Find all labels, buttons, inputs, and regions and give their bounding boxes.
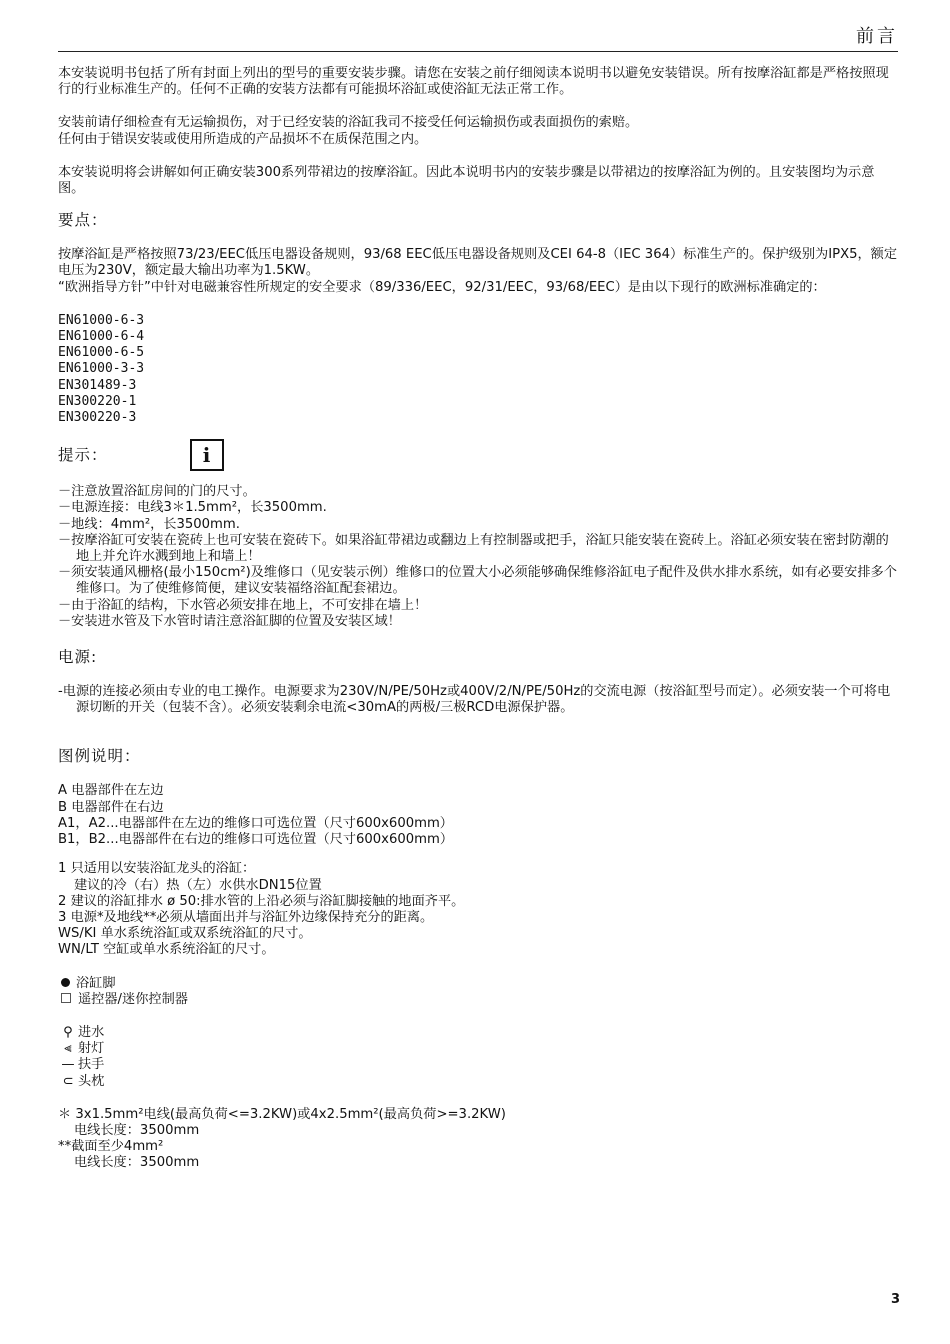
- standard-item: EN61000-6-4: [58, 329, 145, 345]
- standard-item: EN301489-3: [58, 377, 137, 393]
- info-icon: i: [190, 439, 224, 471]
- standard-item: EN61000-3-3: [58, 361, 145, 377]
- tip-item: －注意放置浴缸房间的门的尺寸。: [58, 484, 256, 500]
- standards-list: [58, 313, 898, 426]
- legend-note-2: 2 建议的浴缸排水 ø 50:排水管的上沿必须与浴缸脚接触的地面齐平。: [58, 893, 465, 909]
- key-points-heading: 要点：: [58, 211, 108, 230]
- tip-item: －须安装通风栅格(最小150cm²)及维修口（见安装示例）维修口的位置大小必须能够确保维修浴缸电子配件及供水排水系统，如有必要安排多个维修口。为了使维修简便，建议安装福络浴缸配套裙边。: [58, 565, 897, 597]
- legend-symbols-a: [58, 976, 898, 1008]
- intro-paragraph-2b: 任何由于错误安装或使用所造成的产品损坏不在质保范围之内。: [58, 131, 428, 147]
- header-divider: [58, 51, 898, 52]
- tips-list: [58, 484, 898, 630]
- intro-paragraph-1: 本安装说明书包括了所有封面上列出的型号的重要安装步骤。请您在安装之前仔细阅读本说明书以避免安装错误。所有按摩浴缸都是严格按照现行的行业标准生产的。任何不正确的安装方法都有可能损坏浴缸或使浴缸无法正常工作。: [58, 66, 889, 98]
- tip-item: －由于浴缸的结构，下水管必须安排在地上，不可安排在墙上！: [58, 597, 428, 613]
- water-inlet-icon: ⚲: [63, 1024, 73, 1040]
- legend-symbol-headrest: ⊂ 头枕: [58, 1074, 898, 1090]
- spotlight-icon: ⫷: [64, 1041, 72, 1057]
- key-points-paragraph-1: 按摩浴缸是严格按照73/23/EEC低压电器设备规则，93/68 EEC低压电器设备规则及CEI 64-8（IEC 364）标准生产的。保护级别为IPX5，额定电压为230V，额定最大输出功率为1.5KW。: [58, 247, 898, 279]
- legend-symbol-spotlight: ⫷ 射灯: [58, 1041, 898, 1057]
- standard-item: EN61000-6-5: [58, 345, 145, 361]
- cable-notes: [58, 1107, 898, 1172]
- tips-heading: 提示：: [58, 446, 108, 465]
- page-content: [58, 66, 898, 1172]
- legend-heading: 图例说明：: [58, 747, 141, 766]
- intro-paragraph-2a: 安装前请仔细检查有无运输损伤，对于已经安装的浴缸我司不接受任何运输损伤或表面损伤的索赔。: [58, 115, 639, 131]
- legend-letter-item: A1，A2...电器部件在左边的维修口可选位置（尺寸600x600mm）: [58, 815, 453, 831]
- tip-item: －安装进水管及下水管时请注意浴缸脚的位置及安装区域！: [58, 613, 401, 629]
- tips-heading-row: [58, 439, 898, 471]
- filled-dot-icon: [61, 978, 70, 987]
- legend-note-3: 3 电源*及地线**必须从墙面出并与浴缸外边缘保持充分的距离。: [58, 909, 434, 925]
- legend-note-wn: WN/LT 空缸或单水系统浴缸的尺寸。: [58, 942, 275, 958]
- tip-item: －电源连接：电线3＊1.5mm²，长3500mm.: [58, 500, 327, 516]
- headrest-icon: ⊂: [62, 1073, 74, 1089]
- legend-letter-item: B1，B2...电器部件在右边的维修口可选位置（尺寸600x600mm）: [58, 832, 454, 848]
- page-number: 3: [890, 1292, 900, 1307]
- key-points-paragraph-2: “欧洲指导方针”中针对电磁兼容性所规定的安全要求（89/336/EEC，92/31/EEC，93/68/EEC）是由以下现行的欧洲标准确定的：: [58, 279, 826, 295]
- power-paragraph: -电源的连接必须由专业的电工操作。电源要求为230V/N/PE/50Hz或400V/2/N/PE/50Hz的交流电源（按浴缸型号而定）。必须安装一个可将电源切断的开关（包装不含）。必须安装剩余电流<30mA的两极/三极RCD电源保护器。: [58, 684, 891, 716]
- legend-symbol-remote: 遥控器/迷你控制器: [58, 992, 898, 1008]
- page-title: 前言: [856, 26, 898, 47]
- legend-note-1: 1 只适用以安装浴缸龙头的浴缸：: [58, 861, 256, 877]
- legend-note-ws: WS/KI 单水系统浴缸或双系统浴缸的尺寸。: [58, 926, 312, 942]
- cable-note-1-length: 电线长度：3500mm: [74, 1122, 200, 1138]
- handle-icon: —: [61, 1057, 75, 1073]
- legend-letter-item: B 电器部件在右边: [58, 799, 164, 815]
- legend-note-1-detail: 建议的冷（右）热（左）水供水DN15位置: [74, 877, 322, 893]
- tip-item: －地线：4mm²，长3500mm.: [58, 516, 240, 532]
- tip-item: －按摩浴缸可安装在瓷砖上也可安装在瓷砖下。如果浴缸带裙边或翻边上有控制器或把手，浴缸只能安装在瓷砖上。浴缸必须安装在密封防潮的地上并允许水溅到地上和墙上！: [58, 532, 889, 565]
- cable-note-2-length: 电线长度：3500mm: [74, 1155, 200, 1171]
- power-heading: 电源:: [58, 648, 98, 667]
- legend-symbol-inlet: ⚲ 进水: [58, 1025, 898, 1041]
- standard-item: EN300220-3: [58, 410, 137, 426]
- standard-item: EN61000-6-3: [58, 312, 145, 328]
- legend-letters: [58, 783, 898, 848]
- cable-note-2: **截面至少4mm²: [58, 1139, 164, 1155]
- legend-symbol-handle: — 扶手: [58, 1057, 898, 1073]
- cable-note-1: ＊ 3x1.5mm²电线(最高负荷<=3.2KW)或4x2.5mm²(最高负荷>=3.2KW): [58, 1106, 506, 1122]
- legend-symbols-b: [58, 1025, 898, 1090]
- standard-item: EN300220-1: [58, 393, 137, 409]
- legend-numbered: [58, 861, 898, 958]
- legend-letter-item: A 电器部件在左边: [58, 783, 164, 799]
- legend-symbol-foot: 浴缸脚: [58, 976, 898, 992]
- hollow-square-icon: [61, 993, 71, 1003]
- intro-paragraph-3: 本安装说明将会讲解如何正确安装300系列带裙边的按摩浴缸。因此本说明书内的安装步骤是以带裙边的按摩浴缸为例的。且安装图均为示意图。: [58, 164, 875, 197]
